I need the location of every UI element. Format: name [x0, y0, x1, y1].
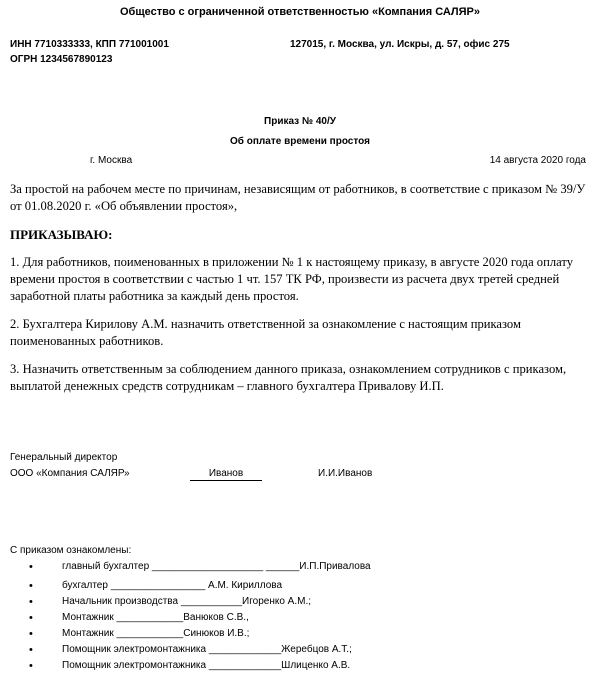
acquainted-title: С приказом ознакомлены:	[10, 545, 132, 556]
ogrn: ОГРН 1234567890123	[10, 54, 113, 65]
order-number: Приказ № 40/У	[264, 116, 336, 127]
list-item-text: Помощник электромонтажника _____________Шлиценко А.В.	[62, 660, 351, 671]
list-item-text: бухгалтер _________________ А.М. Кириллова	[62, 580, 283, 591]
company-name: Общество с ограниченной ответственностью «Компания САЛЯР»	[119, 6, 481, 18]
bullet-icon: •	[29, 612, 33, 624]
list-item-text: Монтажник ____________Ванюков С.В.,	[62, 612, 249, 623]
signature-text: Иванов	[208, 468, 244, 479]
list-item-text: Начальник производства ___________Игоренко А.М.;	[62, 596, 312, 607]
order-item-2: 2. Бухгалтера Кирилову А.М. назначить ответственной за ознакомление с настоящим приказом поименованных работников.	[10, 317, 521, 348]
bullet-icon: •	[29, 628, 33, 640]
order-city: г. Москва	[90, 155, 133, 166]
inn-kpp: ИНН 7710333333, КПП 771001001	[10, 39, 169, 50]
signer-name: И.И.Иванов	[318, 468, 373, 479]
decree-heading: ПРИКАЗЫВАЮ:	[10, 227, 113, 242]
order-item-3: 3. Назначить ответственным за соблюдением данного приказа, ознакомлением сотрудников с приказом, выплатой денежных средств сотрудникам – главного бухгалтера Привалову И.П.	[10, 362, 567, 393]
bullet-icon: •	[29, 561, 33, 573]
signer-company: ООО «Компания САЛЯР»	[10, 468, 130, 479]
list-item-text: главный бухгалтер ____________________ ______И.П.Привалова	[62, 561, 371, 572]
company-address: 127015, г. Москва, ул. Искры, д. 57, офис 275	[290, 39, 510, 50]
order-date: 14 августа 2020 года	[489, 155, 586, 166]
list-item-text: Монтажник ____________Синюков И.В.;	[62, 628, 250, 639]
bullet-icon: •	[29, 580, 33, 592]
order-item-1: 1. Для работников, поименованных в приложении № 1 к настоящему приказу, в августе 2020 года оплату времени простоя в соответствии с частью 1 чт. 157 ТК РФ, произвести из расчета двух третей средней заработной платы работника за каждый день простоя.	[10, 255, 574, 303]
signature-line	[190, 468, 262, 481]
bullet-icon: •	[29, 644, 33, 656]
bullet-icon: •	[29, 660, 33, 672]
order-intro: За простой на рабочем месте по причинам, независящим от работников, в соответствие с приказом № 39/У от 01.08.2020 г. «Об объявлении простоя»,	[10, 182, 586, 213]
signer-position: Генеральный директор	[10, 452, 118, 463]
order-subject: Об оплате времени простоя	[230, 136, 370, 147]
bullet-icon: •	[29, 596, 33, 608]
list-item-text: Помощник электромонтажника _____________Жеребцов А.Т.;	[62, 644, 352, 655]
